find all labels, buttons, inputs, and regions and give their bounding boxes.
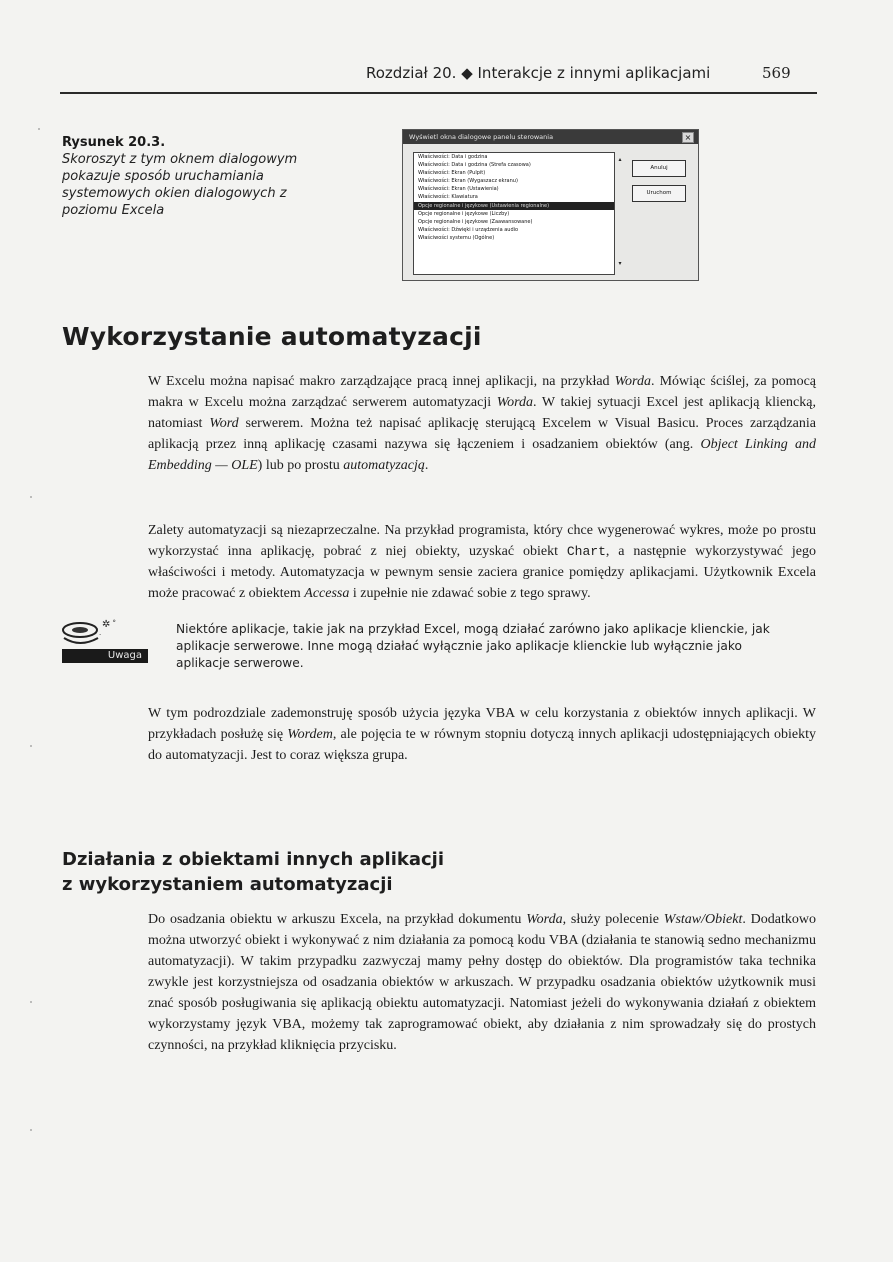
list-item[interactable]: Opcje regionalne i językowe (Zaawansowane) xyxy=(418,218,533,225)
svg-text:✲: ✲ xyxy=(102,619,111,630)
list-item[interactable]: Opcje regionalne i językowe (Liczby) xyxy=(418,210,510,217)
svg-text:·: · xyxy=(99,631,102,639)
svg-text:∘: ∘ xyxy=(112,617,117,625)
paragraph-4: Do osadzania obiektu w arkuszu Excela, na przykład dokumentu Worda, służy polecenie Wstaw/Obiekt. Dodatkowo można utworzyć obiekt i wykonywać z nim działania za pomocą kodu VBA (działania te stanowią sedno mechanizmu automatyzacji). W takim przypadku zazwyczaj mamy pełny dostęp do obiektów. Dla programistów taka technika zwykle jest korzystniejsza od osadzania obiektów w arkuszach. W przypadku osadzania obiektów użytkownik musi znać sposób posługiwania się aplikacją obiektu automatyzacji. Natomiast jeżeli do wykonywania działań z obiektem wykorzystamy język VBA, możemy tak zaprogramować obiekt, aby działania z nim sprowadzały się do prostych czynności, na przykład kliknięcia przycisku. xyxy=(148,912,817,1053)
paragraph-1: W Excelu można napisać makro zarządzające pracą innej aplikacji, na przykład Worda. Mówiąc ściślej, za pomocą makra w Excelu można zarządzać serwerem automatyzacji Worda. W takiej sytuacji Excel jest aplikacją kliencką, natomiast Word serwerem. Można też napisać aplikację sterującą Excelem w Visual Basicu. Proces zarządzania aplikacją przez inną aplikację czasami nazywa się łączeniem i osadzaniem obiektów (ang. Object Linking and Embedding — OLE) lub po prostu automatyzacją. xyxy=(148,374,816,473)
listbox-scrollbar[interactable] xyxy=(614,152,626,273)
scroll-down-icon[interactable]: ▾ xyxy=(618,261,622,267)
page-number: 569 xyxy=(762,64,791,82)
control-panel-dialog xyxy=(402,129,699,281)
note-text: Niektóre aplikacje, takie jak na przykład Excel, mogą działać zarówno jako aplikacje klienckie, jak aplikacje serwerowe. Inne mogą działać wyłącznie jako aplikacje klienckie lub wyłącznie jako aplikacje serwerowe. xyxy=(176,622,770,670)
figure-label: Rysunek 20.3. xyxy=(62,135,166,150)
list-item[interactable]: Właściwości: Ekran (Wygaszacz ekranu) xyxy=(418,178,518,185)
scan-speck xyxy=(30,1001,32,1003)
paragraph-3: W tym podrozdziale zademonstruję sposób użycia języka VBA w celu korzystania z obiektów innych aplikacji. W przykładach posłużę się Wordem, ale pojęcia te w równym stopniu dotyczą innych aplikacji udostępniających obiekty do automatyzacji. Jest to coraz większa grupa. xyxy=(148,706,816,763)
scroll-up-icon[interactable]: ▴ xyxy=(618,157,622,163)
scan-speck xyxy=(30,1129,32,1131)
figure-caption-text: Skoroszyt z tym oknem dialogowym pokazuje sposób uruchamiania systemowych okien dialogowych z poziomu Excela xyxy=(62,152,298,218)
list-item[interactable]: Właściwości: Ekran (Ustawienia) xyxy=(418,186,499,193)
header-rule xyxy=(60,92,817,94)
list-item[interactable]: Właściwości: Dźwięki i urządzenia audio xyxy=(418,226,519,233)
run-button[interactable]: Uruchom xyxy=(632,185,686,202)
running-head: Rozdział 20. ◆ Interakcje z innymi aplikacjami xyxy=(366,64,711,82)
paragraph-2: Zalety automatyzacji są niezaprzeczalne. Na przykład programista, który chce wygenerować wykres, może po prostu wykorzystać inna aplikację, pobrać z niej obiekty, uzyskać obiekt Chart, a następnie wykorzystywać jego właściwości i metody. Automatyzacja w pewnym sensie zaciera granice pomiędzy aplikacjami. Użytkownik Excela może pracować z obiektem Accessa i zupełnie nie zdawać sobie z tego sprawy. xyxy=(148,523,816,601)
list-item[interactable]: Właściwości: Data i godzina (Strefa czasowa) xyxy=(418,162,531,169)
close-icon[interactable]: × xyxy=(682,132,694,143)
note-label: Uwaga xyxy=(62,649,148,663)
list-item[interactable]: Właściwości: Klawiatura xyxy=(418,194,478,201)
list-item[interactable]: Właściwości systemu (Ogólne) xyxy=(418,234,495,241)
subsection-title: Działania z obiektami innych aplikacji z wykorzystaniem automatyzacji xyxy=(62,849,445,895)
section-title: Wykorzystanie automatyzacji xyxy=(62,322,482,351)
list-item-selected[interactable]: Opcje regionalne i językowe (Ustawienia regionalne) xyxy=(414,202,614,210)
cancel-button[interactable]: Anuluj xyxy=(632,160,686,177)
scan-speck xyxy=(38,128,40,130)
dialog-listbox[interactable] xyxy=(413,152,615,275)
scan-speck xyxy=(30,496,32,498)
list-item[interactable]: Właściwości: Data i godzina xyxy=(418,154,488,160)
scan-speck xyxy=(30,745,32,747)
dialog-titlebar xyxy=(403,130,698,144)
list-item[interactable]: Właściwości: Ekran (Pulpit) xyxy=(418,170,486,177)
figure-caption xyxy=(62,134,302,219)
dialog-title: Wyświetl okna dialogowe panelu sterowania xyxy=(409,133,554,141)
